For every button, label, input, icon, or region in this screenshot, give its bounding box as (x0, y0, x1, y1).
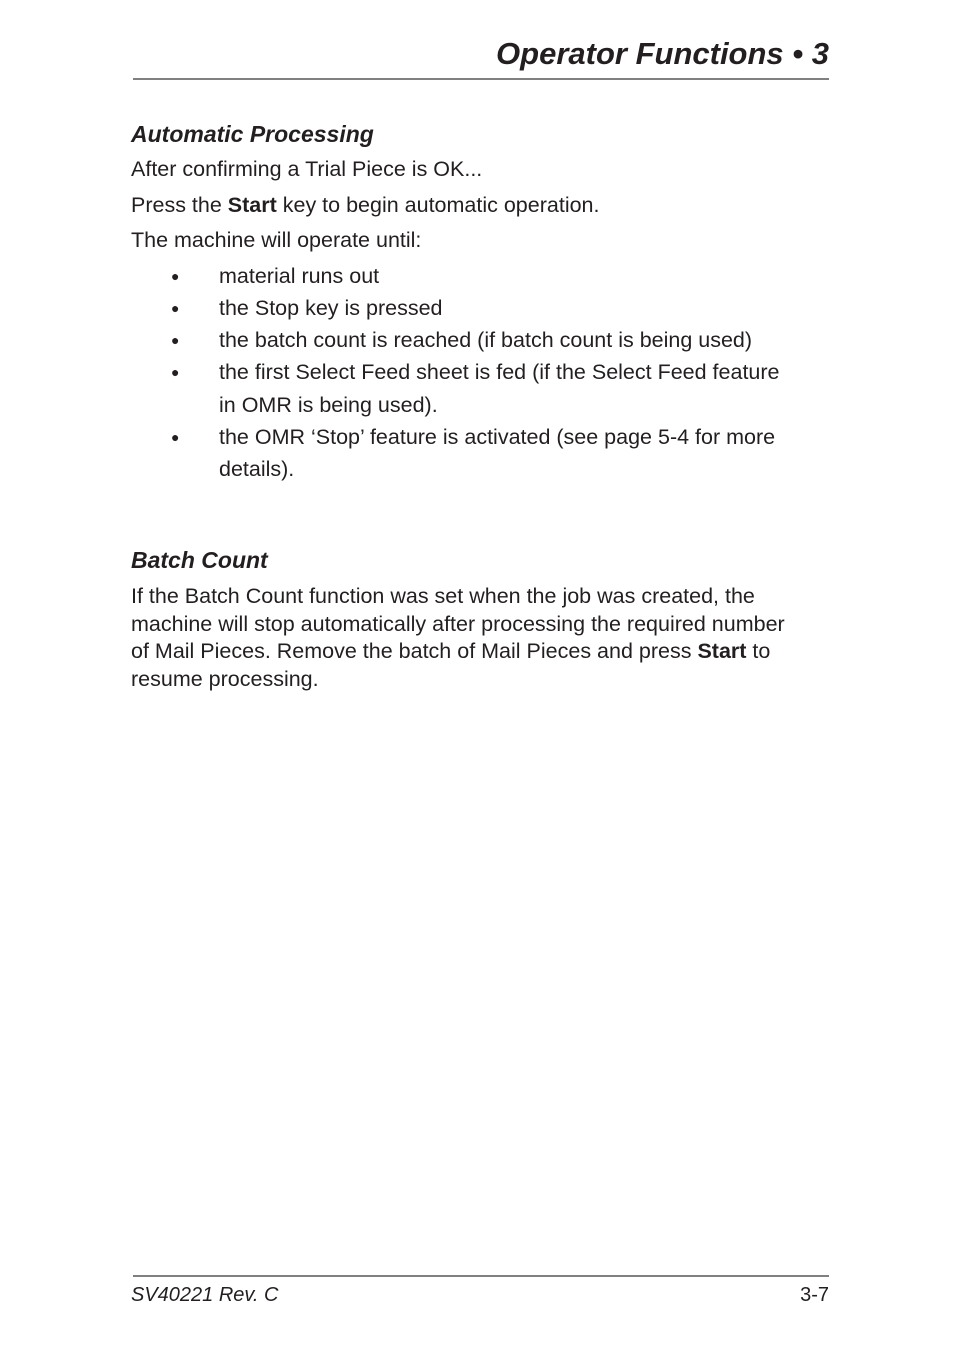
batch-count-line-3-text: of Mail Pieces. Remove the batch of Mail Pieces and press (131, 639, 698, 663)
batch-count-line-2: machine will stop automatically after processing the required number (131, 611, 785, 636)
start-key-label: Start (697, 639, 747, 663)
bullet-icon: ● (171, 429, 180, 445)
list-item-batch-count: the batch count is reached (if batch count is being used) (219, 328, 753, 352)
bullet-icon: ● (171, 332, 180, 348)
list-item-omr-stop-continued: details). (219, 457, 295, 481)
header-divider (133, 78, 829, 80)
page-header-title: Operator Functions • 3 (496, 36, 829, 71)
bullet-icon: ● (171, 268, 180, 284)
batch-count-line-4: resume processing. (131, 666, 319, 691)
paragraph-trial-piece: After confirming a Trial Piece is OK... (131, 157, 483, 181)
list-item-material-runs-out: material runs out (219, 264, 380, 288)
paragraph-operate-until: The machine will operate until: (131, 228, 422, 252)
bullet-icon: ● (171, 364, 180, 380)
batch-count-line-3-end: to (746, 639, 771, 663)
list-item-stop-key: the Stop key is pressed (219, 296, 443, 320)
batch-count-line-3 (131, 639, 770, 663)
text-press-the: Press the (131, 193, 228, 217)
list-item-select-feed: the first Select Feed sheet is fed (if the Select Feed feature (219, 360, 780, 384)
paragraph-press-start (131, 192, 599, 218)
section-heading-batch-count: Batch Count (131, 547, 268, 573)
text-begin-operation: key to begin automatic operation. (276, 193, 600, 217)
start-key-label: Start (227, 193, 277, 217)
batch-count-line-1: If the Batch Count function was set when the job was created, the (131, 584, 755, 608)
list-item-select-feed-continued: in OMR is being used). (219, 393, 438, 417)
bullet-icon: ● (171, 300, 180, 316)
manual-page (131, 0, 829, 1354)
page-number: 3-7 (800, 1284, 829, 1306)
paragraph-batch-count (131, 583, 829, 693)
document-id: SV40221 Rev. C (131, 1284, 279, 1306)
footer-divider (133, 1275, 829, 1277)
section-heading-automatic-processing: Automatic Processing (131, 121, 374, 147)
list-item-omr-stop: the OMR ‘Stop’ feature is activated (see page 5-4 for more (219, 425, 776, 449)
